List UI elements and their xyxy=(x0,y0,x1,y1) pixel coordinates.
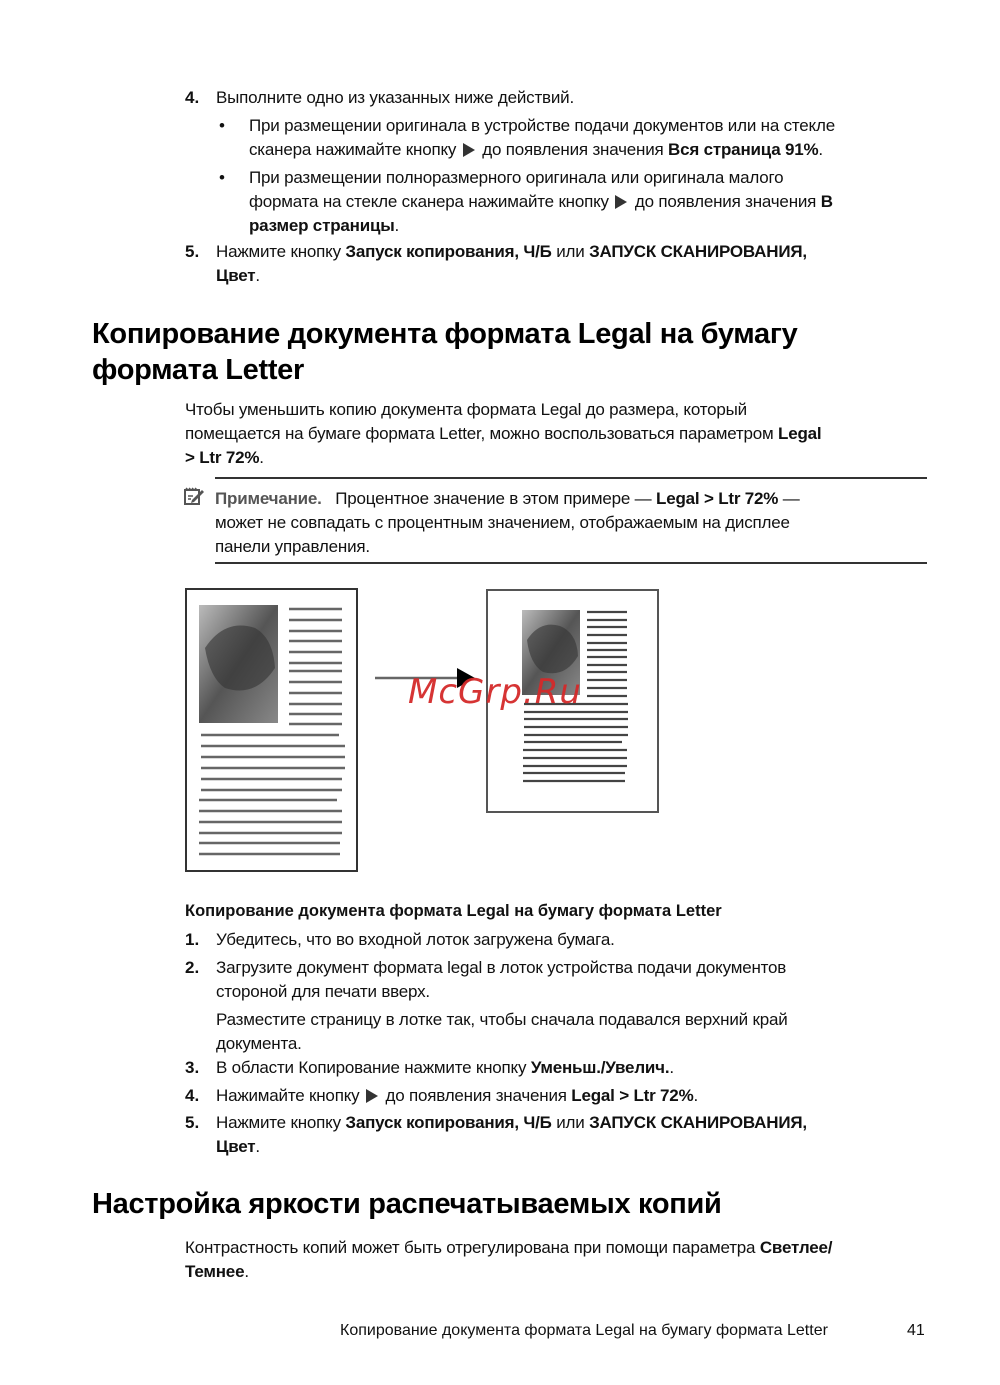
step-text-part: Нажимайте кнопку xyxy=(216,1086,360,1105)
step-line: документа. xyxy=(216,1034,302,1053)
legal-page xyxy=(186,589,357,871)
bullet-line: При размещении полноразмерного оригинала или оригинала малого xyxy=(249,168,784,187)
note-text: панели управления. xyxy=(215,537,370,556)
note-text: Процентное значение в этом примере — xyxy=(335,489,652,508)
punctuation: . xyxy=(244,1262,249,1281)
paragraph-line xyxy=(185,422,935,446)
step-text-part: Нажмите кнопку xyxy=(216,1113,341,1132)
step-number: 5. xyxy=(185,242,200,261)
button-name: ЗАПУСК СКАНИРОВАНИЯ, xyxy=(589,242,807,261)
button-name: Запуск копирования, Ч/Б xyxy=(345,1113,552,1132)
punctuation: . xyxy=(693,1086,699,1105)
note-text: может не совпадать с процентным значением, отображаемым на дисплее xyxy=(215,513,790,532)
bullet-item xyxy=(249,114,939,162)
paragraph-text: Контрастность копий может быть отрегулирована при помощи параметра xyxy=(185,1238,756,1257)
value-label: В xyxy=(820,192,833,211)
punctuation: . xyxy=(669,1058,674,1077)
punctuation: . xyxy=(394,216,400,235)
heading-line: Копирование документа формата Legal на бумагу xyxy=(92,318,798,350)
bullet-line xyxy=(249,138,939,162)
paragraph-line: Чтобы уменьшить копию документа формата Legal до размера, который xyxy=(185,400,747,419)
note-label: Примечание. xyxy=(215,489,322,508)
step-line: Загрузите документ формата legal в лоток устройства подачи документов xyxy=(216,958,787,977)
step-text xyxy=(216,1111,931,1159)
step-text-part: или xyxy=(556,1113,585,1132)
step-text-part: Нажмите кнопку xyxy=(216,242,341,261)
right-arrow-button-icon xyxy=(615,195,627,209)
value-label: Legal xyxy=(778,424,822,443)
page-number: 41 xyxy=(907,1322,925,1339)
bullet-text: до появления значения xyxy=(634,192,817,211)
bullet-item xyxy=(249,166,939,238)
step-number: 2. xyxy=(185,958,200,977)
punctuation: . xyxy=(255,1137,260,1156)
bullet-line: При размещении оригинала в устройстве подачи документов или на стекле xyxy=(249,116,835,135)
right-arrow-button-icon xyxy=(463,143,475,157)
procedure-title: Копирование документа формата Legal на бумагу формата Letter xyxy=(185,902,722,920)
paragraph-text: помещается на бумаге формата Letter, можно воспользоваться параметром xyxy=(185,424,774,443)
value-label: Legal > Ltr 72% xyxy=(656,489,779,508)
step-text: Убедитесь, что во входной лоток загружена бумага. xyxy=(216,930,615,949)
punctuation: . xyxy=(255,266,260,285)
step-text xyxy=(216,240,931,288)
bullet-line xyxy=(249,190,939,214)
punctuation: . xyxy=(259,448,264,467)
note-top-divider xyxy=(215,477,927,479)
paragraph-line xyxy=(185,446,935,470)
note-body xyxy=(215,487,935,559)
button-name: Цвет xyxy=(216,1137,256,1156)
watermark: McGrp.Ru xyxy=(408,672,582,712)
step-number: 1. xyxy=(185,930,200,949)
section-heading: Настройка яркости распечатываемых копий xyxy=(92,1188,722,1220)
button-name: Запуск копирования, Ч/Б xyxy=(345,242,552,261)
section2-paragraph xyxy=(185,1236,935,1284)
step-text-part: или xyxy=(556,242,585,261)
bullet-text: сканера нажимайте кнопку xyxy=(249,140,457,159)
value-label: > Ltr 72% xyxy=(185,448,260,467)
note-text: — xyxy=(782,489,800,508)
bullet-icon: • xyxy=(219,168,225,187)
step-number: 5. xyxy=(185,1113,200,1132)
step-text-part: В области Копирование нажмите кнопку xyxy=(216,1058,527,1077)
step-number: 4. xyxy=(185,1086,200,1105)
step-text xyxy=(216,956,931,1056)
step-text-part: до появления значения xyxy=(385,1086,567,1105)
note-bottom-divider xyxy=(215,562,927,564)
value-label: Темнее xyxy=(185,1262,245,1281)
value-label: размер страницы xyxy=(249,216,395,235)
step-text xyxy=(216,1056,931,1080)
step-text: Выполните одно из указанных ниже действий. xyxy=(216,88,574,107)
step-number: 4. xyxy=(185,88,200,107)
heading-line: формата Letter xyxy=(92,354,304,386)
step-text xyxy=(216,1084,931,1108)
button-name: Уменьш./Увелич. xyxy=(530,1058,670,1077)
intro-paragraph xyxy=(185,398,935,470)
value-label: Legal > Ltr 72% xyxy=(571,1086,694,1105)
step-number: 3. xyxy=(185,1058,200,1077)
punctuation: . xyxy=(818,140,823,159)
legal-to-letter-figure xyxy=(185,588,665,873)
button-name: Цвет xyxy=(216,266,256,285)
section-heading xyxy=(92,316,797,388)
button-name: ЗАПУСК СКАНИРОВАНИЯ, xyxy=(589,1113,807,1132)
value-label: Вся страница 91% xyxy=(668,140,819,159)
bullet-text: до появления значения xyxy=(482,140,664,159)
step-line: Разместите страницу в лотке так, чтобы сначала подавался верхний край xyxy=(216,1010,788,1029)
note-pencil-icon xyxy=(183,486,205,506)
right-arrow-button-icon xyxy=(366,1089,378,1103)
value-label: Светлее/ xyxy=(759,1238,833,1257)
bullet-text: формата на стекле сканера нажимайте кнопку xyxy=(249,192,609,211)
footer-title: Копирование документа формата Legal на бумагу формата Letter xyxy=(340,1322,828,1339)
step-line: стороной для печати вверх. xyxy=(216,982,430,1001)
bullet-icon: • xyxy=(219,116,225,135)
bullet-line xyxy=(249,214,939,238)
